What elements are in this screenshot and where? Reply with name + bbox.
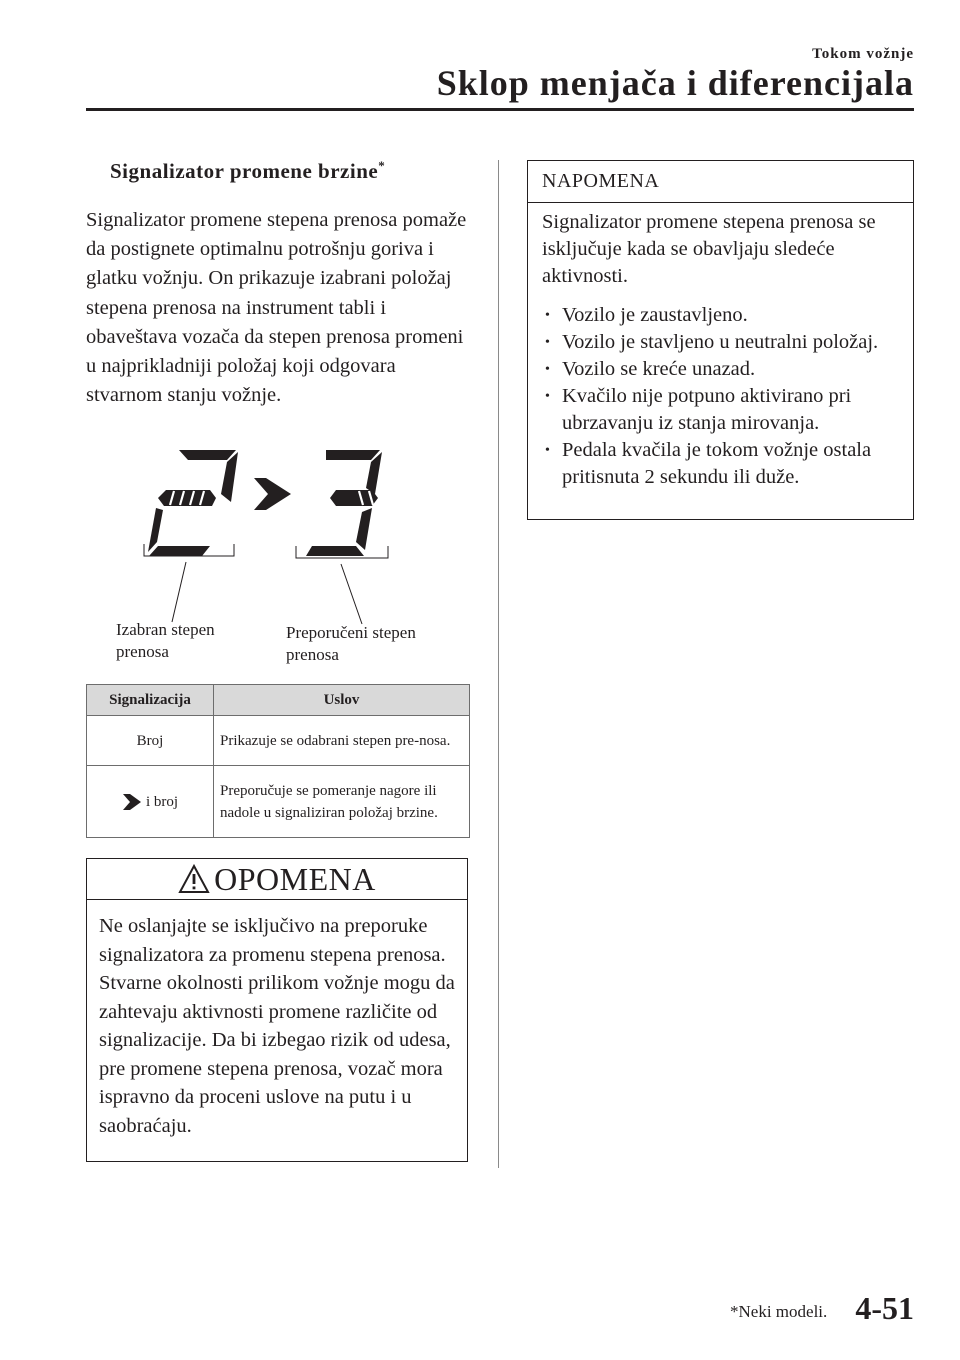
table-header-row — [87, 685, 470, 716]
table-row — [87, 766, 470, 838]
note-intro: Signalizator promene stepena prenosa se isključuje kada se obavljaju sledeće aktivnosti. — [542, 211, 876, 287]
table-header-condition: Uslov — [214, 685, 470, 716]
label-recommended-line-1: Preporučeni stepen — [286, 623, 416, 642]
page-number: 4-51 — [855, 1290, 914, 1326]
table-row — [87, 716, 470, 766]
warning-triangle-icon — [178, 864, 210, 894]
note-title: NAPOMENA — [528, 161, 913, 203]
table-cell-signal — [87, 766, 214, 838]
table-cell-signal-text: i broj — [145, 793, 179, 810]
section-heading-text: Signalizator promene brzine — [110, 159, 379, 183]
intro-paragraph: Signalizator promene stepena prenosa pomaže da postignete optimalnu potrošnju goriva i glatku vožnju. On prikazuje izabrani položaj stepena prenosa na instrument tabli i obaveštava vozača da stepen prenosa promeni u najprikladniji položaj koji odgovara stvarnom stanju vožnje. — [86, 209, 467, 407]
table-cell-signal: Broj — [87, 716, 214, 766]
note-box — [527, 160, 914, 520]
warning-body: Ne oslanjajte se isključivo na preporuke signalizatora za promenu stepena prenosa. Stvarne okolnosti prilikom vožnje mogu da zahtevaju aktivnosti promene različite od signalizacije. Da bi izbegao rizik od udesa, pre promene stepena prenosa, vozač mora ispravno da proceni uslove na putu i u saobraćaju. — [99, 915, 455, 1137]
list-item: • Kvačilo nije potpuno aktivirano pri ubrzavanju iz stanja mirovanja. — [542, 383, 905, 437]
list-item: • Pedala kvačila je tokom vožnje ostala pritisnuta 2 sekundu ili duže. — [542, 437, 905, 491]
warning-title: OPOMENA — [214, 860, 376, 897]
label-selected-gear — [116, 619, 215, 663]
header-rule — [86, 108, 914, 111]
chapter-label: Tokom vožnje — [812, 46, 914, 62]
section-heading — [86, 158, 470, 184]
gear-indicator-figure — [86, 432, 470, 672]
warning-header — [87, 859, 467, 900]
label-selected-line-1: Izabran stepen — [116, 620, 215, 639]
table-cell-condition: Prikazuje se odabrani stepen pre-nosa. — [214, 716, 470, 766]
arrow-right-icon — [122, 793, 142, 811]
recommended-arrow-icon — [254, 478, 291, 510]
warning-box — [86, 858, 468, 1162]
digit-recommended-illustration — [306, 450, 382, 556]
list-item: • Vozilo se kreće unazad. — [542, 356, 905, 383]
signal-table — [86, 684, 470, 838]
footnote-mark: * — [378, 158, 386, 173]
table-cell-condition: Preporučuje se pomeranje nagore ili nadole u signaliziran položaj brzine. — [214, 766, 470, 838]
page-title: Sklop menjača i diferencijala — [436, 63, 914, 103]
table-header-signal: Signalizacija — [87, 685, 214, 716]
label-recommended-line-2: prenosa — [286, 645, 339, 664]
list-item: • Vozilo je stavljeno u neutralni položaj. — [542, 329, 905, 356]
list-item: • Vozilo je zaustavljeno. — [542, 302, 905, 329]
note-list — [528, 302, 913, 491]
label-selected-line-2: prenosa — [116, 642, 169, 661]
footnote: *Neki modeli. — [730, 1302, 828, 1321]
digit-selected-illustration — [148, 450, 238, 556]
left-column — [86, 158, 470, 410]
label-recommended-gear — [286, 622, 416, 666]
column-divider — [498, 160, 499, 1168]
